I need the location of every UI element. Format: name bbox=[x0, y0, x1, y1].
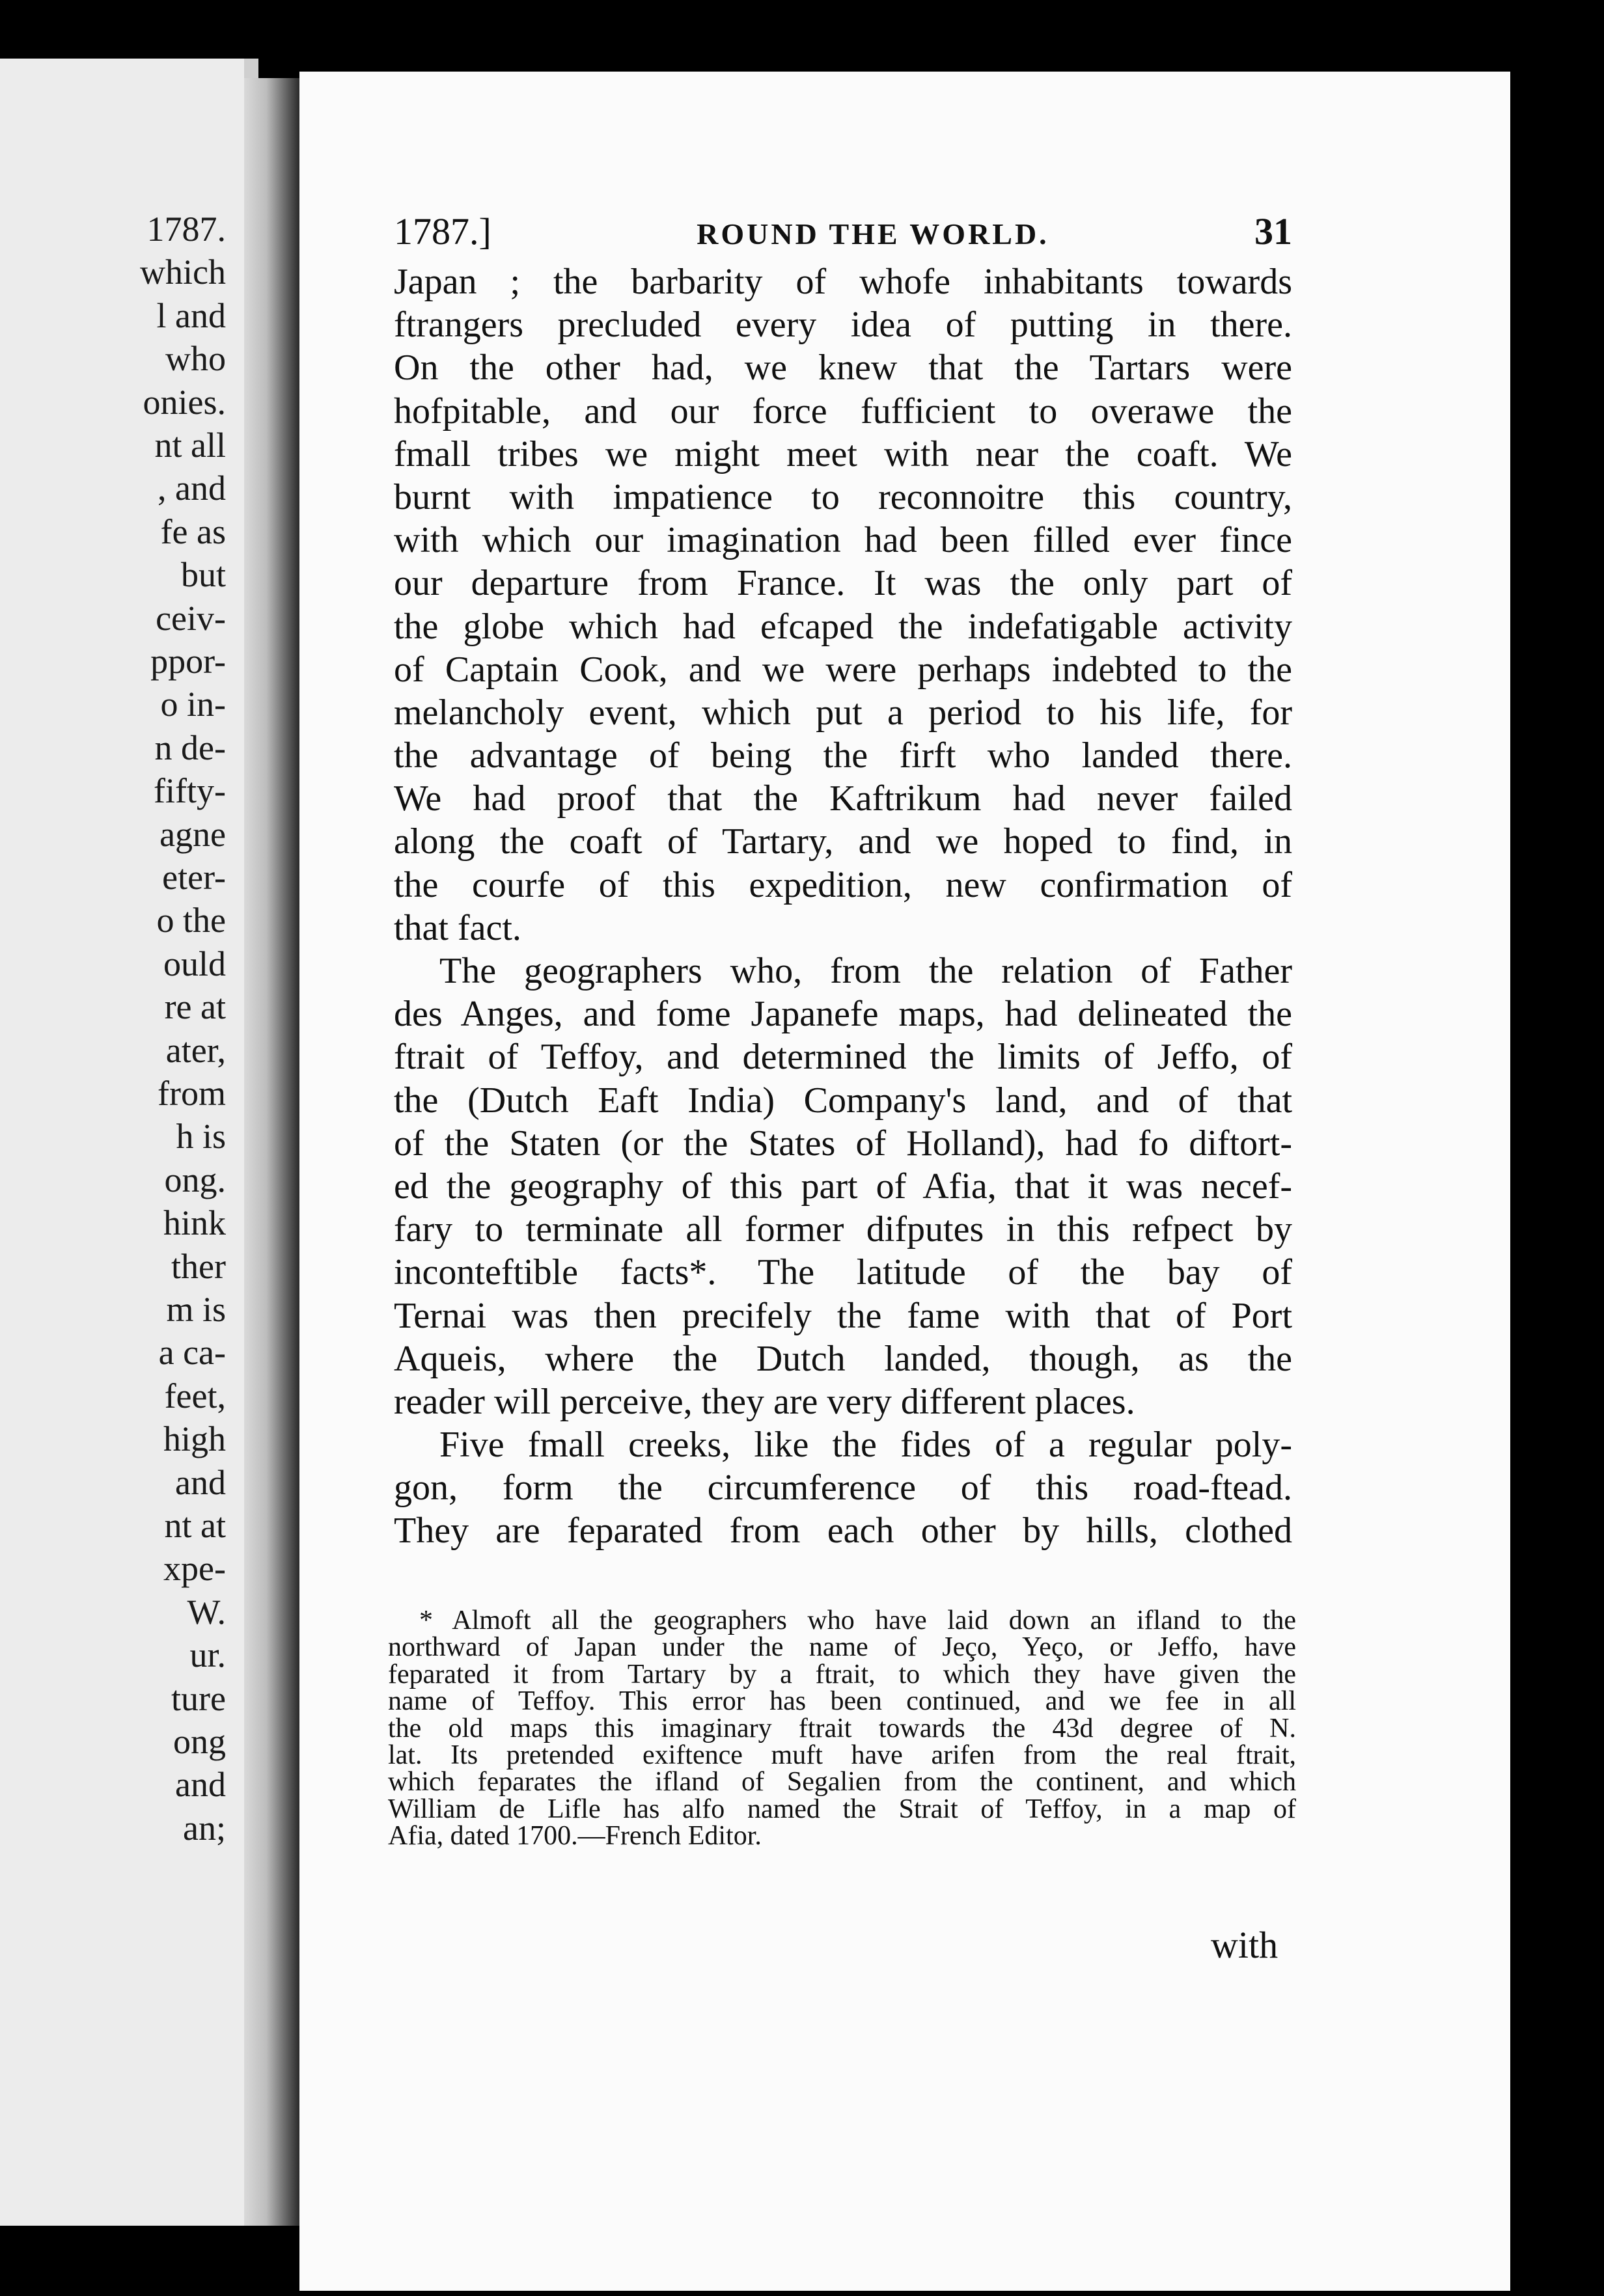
facing-page-fragment: xpe- bbox=[163, 1549, 226, 1589]
facing-page-fragment: n de- bbox=[154, 728, 226, 767]
facing-page-fragment: and bbox=[175, 1765, 226, 1805]
facing-page-fragment: fe as bbox=[160, 512, 226, 551]
catchword: with bbox=[1211, 1924, 1279, 1966]
footnote-line: feparated it from Tartary by a ftrait, to which they have given the bbox=[388, 1659, 1296, 1689]
facing-page-fragment: which bbox=[140, 253, 226, 292]
facing-page-fragment: nt at bbox=[164, 1506, 226, 1545]
text-line: inconteftible facts*. The latitude of the bay of bbox=[394, 1252, 1292, 1293]
footnote-line: William de Lifle has alfo named the Strait of Teffoy, in a map of bbox=[388, 1794, 1296, 1824]
text-line: the advantage of being the firft who landed there. bbox=[394, 735, 1292, 776]
facing-page-fragment: fifty- bbox=[154, 771, 226, 811]
facing-page-fragment: an; bbox=[183, 1808, 226, 1848]
facing-page-fragment: from bbox=[158, 1074, 226, 1113]
text-line: fmall tribes we might meet with near the coaft. We bbox=[394, 433, 1292, 474]
footnote-line: name of Teffoy. This error has been continued, and we fee in all bbox=[388, 1686, 1296, 1717]
text-line: hofpitable, and our force fufficient to overawe the bbox=[394, 390, 1292, 431]
text-line: They are feparated from each other by hills, clothed bbox=[394, 1510, 1292, 1551]
text-line: We had proof that the Kaftrikum had never failed bbox=[394, 778, 1292, 819]
facing-page-fragment: hink bbox=[163, 1203, 226, 1243]
book-gutter bbox=[244, 78, 299, 2226]
facing-page-fragment: ture bbox=[171, 1678, 226, 1718]
text-line: of Captain Cook, and we were perhaps indebted to the bbox=[394, 649, 1292, 690]
footnote bbox=[388, 1607, 1296, 1850]
facing-page-fragment: 1787. bbox=[146, 210, 226, 249]
facing-page-fragment: but bbox=[180, 555, 226, 595]
text-line: Aqueis, where the Dutch landed, though, as the bbox=[394, 1338, 1292, 1379]
text-line: fary to terminate all former difputes in this refpect by bbox=[394, 1209, 1292, 1250]
facing-page-fragment: high bbox=[163, 1419, 226, 1459]
text-line: our departure from France. It was the only part of bbox=[394, 563, 1292, 604]
text-line: reader will perceive, they are very different places. bbox=[394, 1381, 1135, 1422]
facing-page-fragment: ong bbox=[173, 1722, 226, 1761]
facing-page-fragment: who bbox=[165, 339, 226, 379]
facing-page-fragment: agne bbox=[159, 814, 226, 854]
facing-page-fragment: feet, bbox=[164, 1376, 226, 1415]
text-line: Ternai was then precifely the fame with that of Port bbox=[394, 1295, 1292, 1336]
text-line: ed the geography of this part of Afia, that it was necef- bbox=[394, 1166, 1292, 1207]
facing-page-fragment: o the bbox=[156, 901, 226, 940]
text-line: burnt with impatience to reconnoitre this country, bbox=[394, 476, 1292, 517]
facing-page-fragment: o in- bbox=[160, 685, 226, 724]
facing-page-fragment: eter- bbox=[162, 858, 226, 897]
facing-page-fragment: ppor- bbox=[150, 642, 226, 681]
footnote-line: lat. Its pretended exiftence muft have arifen from the real ftrait, bbox=[388, 1740, 1296, 1770]
text-line: the (Dutch Eaft India) Company's land, and of that bbox=[394, 1080, 1292, 1121]
running-head-year: 1787.] bbox=[394, 210, 491, 253]
text-line: along the coaft of Tartary, and we hoped to find, in bbox=[394, 821, 1292, 862]
running-head bbox=[394, 210, 1292, 262]
facing-page-fragment: ould bbox=[163, 944, 226, 983]
facing-page-fragment: ther bbox=[171, 1246, 226, 1286]
text-line: melancholy event, which put a period to his life, for bbox=[394, 692, 1292, 733]
facing-page-fragment: re at bbox=[164, 987, 226, 1027]
page-number: 31 bbox=[1254, 210, 1292, 253]
facing-page-edge bbox=[0, 59, 258, 2226]
facing-page-fragment: ceiv- bbox=[156, 598, 226, 638]
text-line: the courfe of this expedition, new confirmation of bbox=[394, 864, 1292, 905]
facing-page-fragment: h is bbox=[176, 1117, 226, 1156]
text-line: ftrangers precluded every idea of putting in there. bbox=[394, 305, 1292, 346]
text-line: gon, form the circumference of this road-ftead. bbox=[394, 1468, 1292, 1509]
footnote-line: which feparates the ifland of Segalien from the continent, and which bbox=[388, 1767, 1296, 1797]
text-line: The geographers who, from the relation of Father bbox=[439, 951, 1292, 991]
facing-page-fragment: ong. bbox=[164, 1160, 226, 1199]
footnote-line: Afia, dated 1700.—French Editor. bbox=[388, 1821, 762, 1852]
facing-page-fragment: l and bbox=[156, 295, 226, 335]
text-line: ftrait of Teffoy, and determined the limits of Jeffo, of bbox=[394, 1037, 1292, 1078]
text-line: with which our imagination had been filled ever fince bbox=[394, 520, 1292, 561]
facing-page-fragment: nt all bbox=[154, 426, 226, 465]
text-line: des Anges, and fome Japanefe maps, had delineated the bbox=[394, 994, 1292, 1035]
footnote-line: northward of Japan under the name of Jeço, Yeço, or Jeffo, have bbox=[388, 1632, 1296, 1663]
facing-page-fragment: onies. bbox=[143, 382, 226, 422]
facing-page-fragment: W. bbox=[187, 1592, 226, 1632]
footnote-line: * Almoft all the geographers who have laid down an ifland to the bbox=[419, 1606, 1296, 1635]
facing-page-fragment: , and bbox=[158, 469, 226, 508]
footnote-line: the old maps this imaginary ftrait towards the 43d degree of N. bbox=[388, 1713, 1296, 1743]
text-line: of the Staten (or the States of Holland), had fo diftort- bbox=[394, 1123, 1292, 1164]
facing-page-fragment: ur. bbox=[189, 1635, 226, 1675]
text-line: that fact. bbox=[394, 907, 521, 948]
text-line: Five fmall creeks, like the fides of a regular poly- bbox=[439, 1425, 1292, 1466]
running-head-title: ROUND THE WORLD. bbox=[697, 217, 1049, 251]
text-line: the globe which had efcaped the indefatigable activity bbox=[394, 606, 1292, 647]
facing-page-fragment: m is bbox=[166, 1290, 226, 1329]
facing-page-fragment: and bbox=[175, 1462, 226, 1502]
facing-page-fragment: ater, bbox=[165, 1030, 226, 1070]
text-line: Japan ; the barbarity of whofe inhabitants towards bbox=[394, 262, 1292, 302]
text-line: On the other had, we knew that the Tartars were bbox=[394, 348, 1292, 389]
body-text bbox=[394, 260, 1292, 1553]
facing-page-fragment: a ca- bbox=[158, 1333, 226, 1373]
